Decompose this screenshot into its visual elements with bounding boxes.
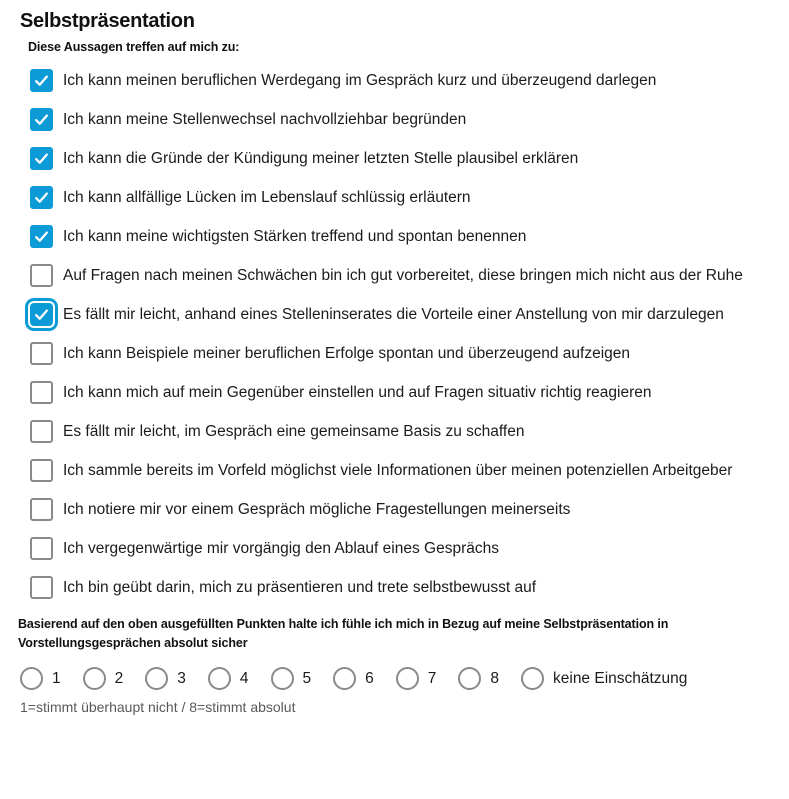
checkbox-label[interactable]: Ich kann allfällige Lücken im Lebenslauf schlüssig erläutern bbox=[63, 189, 471, 206]
checkbox[interactable] bbox=[30, 225, 53, 248]
checkmark-icon bbox=[33, 189, 50, 206]
checkbox-label[interactable]: Ich vergegenwärtige mir vorgängig den Ablauf eines Gesprächs bbox=[63, 540, 499, 557]
checkbox[interactable] bbox=[30, 264, 53, 287]
rating-option bbox=[271, 667, 312, 690]
radio-button[interactable] bbox=[396, 667, 419, 690]
checkbox-label[interactable]: Ich bin geübt darin, mich zu präsentieren und trete selbstbewusst auf bbox=[63, 579, 537, 596]
checkmark-icon bbox=[33, 72, 50, 89]
rating-option bbox=[20, 667, 61, 690]
radio-label[interactable]: 6 bbox=[365, 670, 374, 687]
radio-button[interactable] bbox=[521, 667, 544, 690]
checkbox-row bbox=[30, 381, 771, 404]
checkbox-row bbox=[30, 576, 771, 599]
radio-button[interactable] bbox=[333, 667, 356, 690]
rating-option bbox=[458, 667, 499, 690]
checkbox-row bbox=[30, 342, 771, 365]
rating-question: Basierend auf den oben ausgefüllten Punkten halte ich fühle ich mich in Bezug auf meine Selbstpräsentation in Vorstellungsgesprächen absolut sicher bbox=[18, 617, 669, 650]
checkbox-label[interactable]: Es fällt mir leicht, anhand eines Stelleninserates die Vorteile einer Anstellung von mir darzulegen bbox=[63, 306, 724, 323]
checkbox[interactable] bbox=[30, 576, 53, 599]
checkbox[interactable] bbox=[30, 69, 53, 92]
checkbox-row bbox=[30, 264, 771, 287]
checkbox-row bbox=[30, 186, 771, 209]
rating-option bbox=[333, 667, 374, 690]
checkbox-row bbox=[30, 303, 771, 326]
checkbox-label[interactable]: Ich kann meinen beruflichen Werdegang im Gespräch kurz und überzeugend darlegen bbox=[63, 72, 657, 89]
checkbox-list bbox=[30, 69, 771, 599]
checkmark-icon bbox=[33, 150, 50, 167]
checkbox-label[interactable]: Ich notiere mir vor einem Gespräch mögliche Fragestellungen meinerseits bbox=[63, 501, 571, 518]
checkbox-row bbox=[30, 459, 771, 482]
checkbox-label[interactable]: Auf Fragen nach meinen Schwächen bin ich gut vorbereitet, diese bringen mich nicht aus der Ruhe bbox=[63, 267, 743, 284]
radio-label[interactable]: keine Einschätzung bbox=[553, 670, 688, 687]
checkbox[interactable] bbox=[30, 381, 53, 404]
radio-button[interactable] bbox=[83, 667, 106, 690]
radio-label[interactable]: 8 bbox=[490, 670, 499, 687]
checkbox-row bbox=[30, 147, 771, 170]
checkbox[interactable] bbox=[30, 342, 53, 365]
checkbox[interactable] bbox=[30, 303, 53, 326]
checkbox[interactable] bbox=[30, 420, 53, 443]
radio-button[interactable] bbox=[145, 667, 168, 690]
rating-option bbox=[83, 667, 124, 690]
checkbox-row bbox=[30, 108, 771, 131]
form-subtitle: Diese Aussagen treffen auf mich zu: bbox=[28, 40, 240, 54]
checkbox-row bbox=[30, 537, 771, 560]
checkbox[interactable] bbox=[30, 108, 53, 131]
checkbox-label[interactable]: Ich kann mich auf mein Gegenüber einstellen und auf Fragen situativ richtig reagieren bbox=[63, 384, 652, 401]
page-title: Selbstpräsentation bbox=[20, 10, 195, 32]
radio-button[interactable] bbox=[271, 667, 294, 690]
scale-hint: 1=stimmt überhaupt nicht / 8=stimmt absolut bbox=[20, 699, 296, 715]
rating-option bbox=[208, 667, 249, 690]
rating-option bbox=[521, 667, 687, 690]
checkbox-row bbox=[30, 498, 771, 521]
checkbox-label[interactable]: Ich kann Beispiele meiner beruflichen Erfolge spontan und überzeugend aufzeigen bbox=[63, 345, 630, 362]
checkbox-row bbox=[30, 69, 771, 92]
radio-label[interactable]: 7 bbox=[427, 670, 437, 687]
radio-button[interactable] bbox=[458, 667, 481, 690]
checkmark-icon bbox=[33, 111, 50, 128]
rating-option bbox=[145, 667, 186, 690]
checkbox[interactable] bbox=[30, 537, 53, 560]
radio-label[interactable]: 2 bbox=[114, 670, 124, 687]
checkbox-label[interactable]: Ich kann meine Stellenwechsel nachvollziehbar begründen bbox=[63, 111, 467, 128]
radio-label[interactable]: 1 bbox=[52, 670, 61, 687]
checkbox-row bbox=[30, 225, 771, 248]
rating-option bbox=[396, 667, 437, 690]
checkbox[interactable] bbox=[30, 498, 53, 521]
checkbox[interactable] bbox=[30, 186, 53, 209]
checkbox-label[interactable]: Es fällt mir leicht, im Gespräch eine gemeinsame Basis zu schaffen bbox=[63, 423, 525, 440]
checkbox-label[interactable]: Ich kann die Gründe der Kündigung meiner letzten Stelle plausibel erklären bbox=[63, 150, 579, 167]
radio-label[interactable]: 3 bbox=[177, 670, 186, 687]
radio-button[interactable] bbox=[20, 667, 43, 690]
checkmark-icon bbox=[33, 306, 50, 323]
checkmark-icon bbox=[33, 228, 50, 245]
checkbox-label[interactable]: Ich sammle bereits im Vorfeld möglichst viele Informationen über meinen potenziellen Arbeitgeber bbox=[63, 462, 733, 479]
checkbox-row bbox=[30, 420, 771, 443]
checkbox[interactable] bbox=[30, 147, 53, 170]
radio-label[interactable]: 4 bbox=[239, 670, 249, 687]
radio-label[interactable]: 5 bbox=[302, 670, 312, 687]
checkbox-label[interactable]: Ich kann meine wichtigsten Stärken treffend und spontan benennen bbox=[63, 228, 527, 245]
radio-button[interactable] bbox=[208, 667, 231, 690]
checkbox[interactable] bbox=[30, 459, 53, 482]
rating-options bbox=[20, 667, 771, 690]
